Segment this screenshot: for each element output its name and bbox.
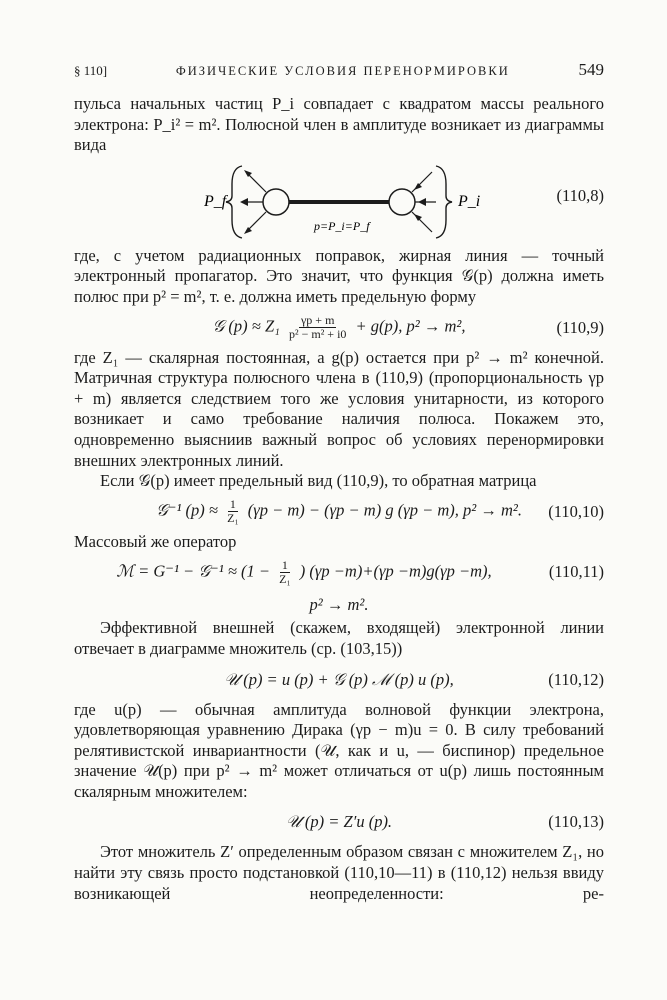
paragraph-5: Массовый же оператор bbox=[74, 531, 237, 551]
eq11-denominator: Z₁ bbox=[279, 571, 291, 586]
eq13-expression: 𝒰 (p) = Z′u (p). bbox=[285, 812, 393, 832]
equation-110-12 bbox=[74, 660, 604, 700]
eq10-lhs: 𝒢⁻¹ (p) ≈ bbox=[156, 500, 218, 520]
equation-110-9 bbox=[74, 308, 604, 348]
paragraph-1: пульса начальных частиц P_i совпадает с квадратом массы реального электрона: P_i² = m². Полюсной член в амплитуде возникает из диаграммы вида bbox=[74, 94, 604, 155]
page-number: 549 bbox=[578, 60, 604, 79]
eq-number-110-8: (110,8) bbox=[556, 185, 604, 205]
eq10-fraction bbox=[225, 498, 241, 525]
eq-number-110-9: (110,9) bbox=[556, 317, 604, 337]
eq9-denominator: p² − m² + i0 bbox=[289, 327, 347, 342]
paragraph-4: Если 𝒢(p) имеет предельный вид (110,9), то обратная матрица bbox=[100, 471, 537, 491]
eq11-condition: p² → m². bbox=[309, 595, 369, 615]
eq12-expression: 𝒰 (p) = u (p) + 𝒢 (p) ℳ (p) u (p), bbox=[224, 669, 454, 689]
eq9-numerator: γp + m bbox=[301, 313, 335, 328]
diagram-drawing bbox=[204, 156, 484, 246]
propagator-label: p=P_i=P_f bbox=[314, 218, 370, 233]
eq-number-110-10: (110,10) bbox=[548, 501, 604, 521]
eq11-numerator: 1 bbox=[281, 557, 288, 572]
eq10-rhs: (γp − m) − (γp − m) g (γp − m), p² → m². bbox=[247, 500, 522, 520]
paragraph-6: Эффективной внешней (скажем, входящей) электронной линии отвечает в диаграмме множитель (ср. (103,15)) bbox=[74, 618, 604, 658]
running-title: ФИЗИЧЕСКИЕ УСЛОВИЯ ПЕРЕНОРМИРОВКИ bbox=[175, 64, 510, 78]
label-pf: P_f bbox=[204, 192, 227, 210]
paragraph-8: Этот множитель Z′ определенным образом связан с множителем Z₁, но найти эту связь просто подстановкой (110,10—11) в (110,12) нельзя ввиду возникающей неопределенности: ре- bbox=[74, 842, 604, 903]
eq-number-110-12: (110,12) bbox=[548, 669, 604, 689]
feynman-diagram bbox=[74, 156, 604, 246]
section-ref: § 110] bbox=[74, 63, 108, 78]
eq11-lhs: ℳ = G⁻¹ − 𝒢⁻¹ ≈ (1 − bbox=[116, 561, 271, 581]
eq-number-110-11: (110,11) bbox=[548, 562, 604, 582]
eq11-rhs: ) (γp −m)+(γp −m)g(γp −m), bbox=[299, 561, 492, 581]
eq-number-110-13: (110,13) bbox=[548, 812, 604, 832]
eq10-numerator: 1 bbox=[229, 497, 236, 512]
eq10-denominator: Z₁ bbox=[227, 511, 239, 526]
paragraph-2: где, с учетом радиационных поправок, жирная линия — точный электронный пропагатор. Это значит, что функция 𝒢(p) должна иметь полюс при p² = m², т. е. должна иметь предельную форму bbox=[74, 245, 604, 306]
equation-110-13 bbox=[74, 802, 604, 842]
paragraph-3: где Z₁ — скалярная постоянная, а g(p) остается при p² → m² конечной. Матричная структура полюсного члена в (110,9) (пропорциональность γp + m) является следствием того же условия унитарности, из которого возникает и само требование наличия полюса. Покажем это, одновременно выясниив важный вопрос об условиях перенормировки внешних электронных линий. bbox=[74, 347, 604, 470]
left-vertex bbox=[263, 189, 289, 215]
right-vertex bbox=[389, 189, 415, 215]
left-brace bbox=[226, 166, 242, 238]
equation-110-10 bbox=[74, 492, 604, 532]
equation-110-11 bbox=[74, 552, 604, 592]
eq9-lhs: 𝒢 (p) ≈ Z₁ bbox=[212, 316, 280, 336]
page bbox=[74, 60, 604, 904]
label-pi: P_i bbox=[458, 192, 481, 210]
paragraph-7: где u(p) — обычная амплитуда волновой функции электрона, удовлетворяющая уравнению Дирака (γp − m)u = 0. В силу требований релятивистской инвариантности (𝒰, как и u, — биспинор) предельное значение 𝒰(p) при p² → m² может отличаться от u(p) лишь постоянным скалярным множителем: bbox=[74, 699, 604, 801]
equation-110-11-condition bbox=[74, 592, 604, 618]
right-brace bbox=[436, 166, 452, 238]
running-header bbox=[74, 60, 604, 94]
eq9-rhs: + g(p), p² → m², bbox=[355, 316, 466, 336]
eq9-fraction bbox=[287, 314, 348, 341]
eq11-fraction bbox=[277, 559, 293, 586]
